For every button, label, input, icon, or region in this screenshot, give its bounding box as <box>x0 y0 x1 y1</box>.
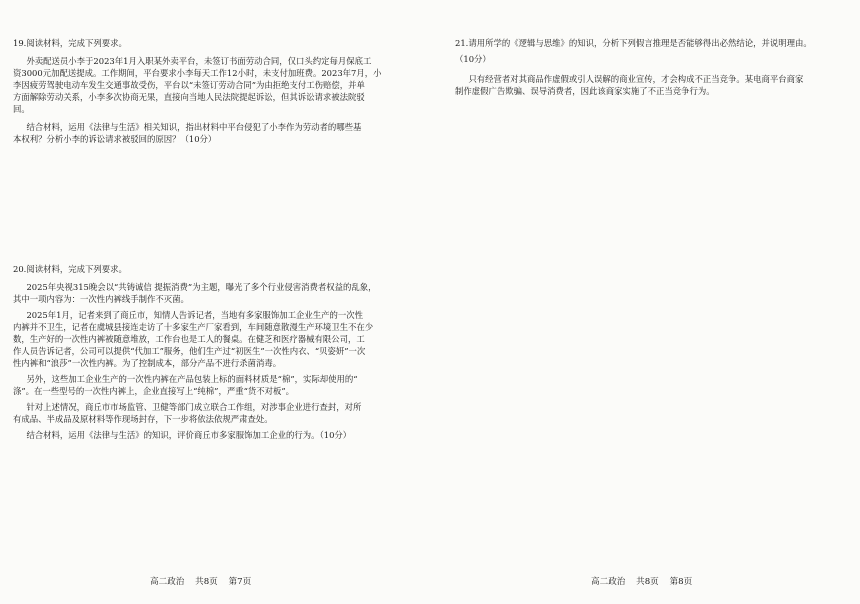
question-20-title: 20.阅读材料，完成下列要求。 <box>13 264 127 274</box>
text-line: 2025年1月，记者来到了商丘市，知情人告诉记者，当地有多家服饰加工企业生产的一次性 <box>26 310 363 320</box>
text-line: 外卖配送员小李于2023年1月入职某外卖平台，未签订书面劳动合同，仅口头约定每月保底工 <box>26 56 372 66</box>
text-line: 针对上述情况，商丘市市场监管、卫健等部门成立联合工作组，对涉事企业进行查封，对所 <box>26 402 362 412</box>
question-21 <box>455 37 853 97</box>
question-19-material <box>13 55 415 115</box>
footer-total-pages: 共8页 <box>195 577 218 587</box>
text-line: 其中一项内容为：一次性内裤线手制作不灭菌。 <box>13 294 189 304</box>
text-line: 方面解除劳动关系，小李多次协商无果，直接向当地人民法院提起诉讼，但其诉讼请求被法院驳 <box>13 92 365 102</box>
question-20-paragraph-3 <box>13 373 415 397</box>
text-line: 性内裤和“浪莎”一次性内裤。为了控制成本，部分产品不进行杀菌消毒。 <box>13 358 282 368</box>
text-line: 制作虚假广告欺骗、误导消费者，因此该商家实施了不正当竞争行为。 <box>455 86 715 96</box>
text-line: 2025年央视315晚会以“共铸诚信 提振消费”为主题，曝光了多个行业侵害消费者权益的乱象， <box>26 282 377 292</box>
question-19 <box>13 37 415 151</box>
question-20-paragraph-1 <box>13 281 415 305</box>
footer-subject: 高二政治 <box>591 577 626 587</box>
question-20 <box>13 263 415 445</box>
page-footer-left <box>150 575 259 587</box>
text-line: 回。 <box>13 104 30 114</box>
text-line: 本权利？分析小李的诉讼请求被驳回的原因？（10分） <box>13 134 217 144</box>
footer-subject: 高二政治 <box>150 577 185 587</box>
text-line: 作人员告诉记者，公司可以提供“代加工”服务，他们生产过“初医生”一次性内衣、“贝姿妍”一次 <box>13 346 366 356</box>
footer-total-pages: 共8页 <box>636 577 659 587</box>
footer-page-number: 第8页 <box>669 577 693 587</box>
text-line: 涤”。在一些型号的一次性内裤上，企业直接写上“纯棉”，严重“货不对板”。 <box>13 386 295 396</box>
text-line: 资3000元加配送提成。工作期间，平台要求小李每天工作12小时，未支付加班费。2023年7月，小 <box>13 68 382 78</box>
question-21-statement <box>455 73 853 97</box>
text-line: 李因疲劳驾驶电动车发生交通事故受伤，平台以“未签订劳动合同”为由拒绝支付工伤赔偿，并单 <box>13 80 365 90</box>
text-line: 有成品、半成品及原材料等作现场封存，下一步将依法依规严肃查处。 <box>13 414 273 424</box>
question-19-title: 19.阅读材料，完成下列要求。 <box>13 38 127 48</box>
footer-page-number: 第7页 <box>228 577 252 587</box>
text-line: 结合材料，运用《法律与生活》相关知识，指出材料中平台侵犯了小李作为劳动者的哪些基 <box>26 122 362 132</box>
text-line: 结合材料，运用《法律与生活》的知识，评价商丘市多家服饰加工企业的行为。（10分） <box>26 430 352 440</box>
text-line: 另外，这些加工企业生产的一次性内裤在产品包装上标的面料材质是“棉”，实际却使用的“ <box>26 374 358 384</box>
page-footer-right <box>591 575 700 587</box>
question-21-score: （10分） <box>455 54 491 64</box>
question-20-paragraph-4 <box>13 401 415 425</box>
text-line: 数，生产好的一次性内裤被随意堆放，工作台也是工人的餐桌。在健芝和医疗器械有限公司，工 <box>13 334 365 344</box>
text-line: 只有经营者对其商品作虚假或引人误解的商业宣传，才会构成不正当竞争。某电商平台商家 <box>468 74 804 84</box>
text-line: 内裤并不卫生，记者在虞城县接连走访了十多家生产厂家看到，车间随意散漫生产环境卫生不在少 <box>13 322 374 332</box>
question-19-prompt <box>13 121 415 145</box>
exam-page-right <box>430 0 860 604</box>
question-20-prompt <box>13 429 415 441</box>
question-21-title: 21.请用所学的《逻辑与思维》的知识，分析下列假言推理是否能够得出必然结论，并说明理由。 <box>455 38 812 48</box>
question-20-paragraph-2 <box>13 309 415 369</box>
